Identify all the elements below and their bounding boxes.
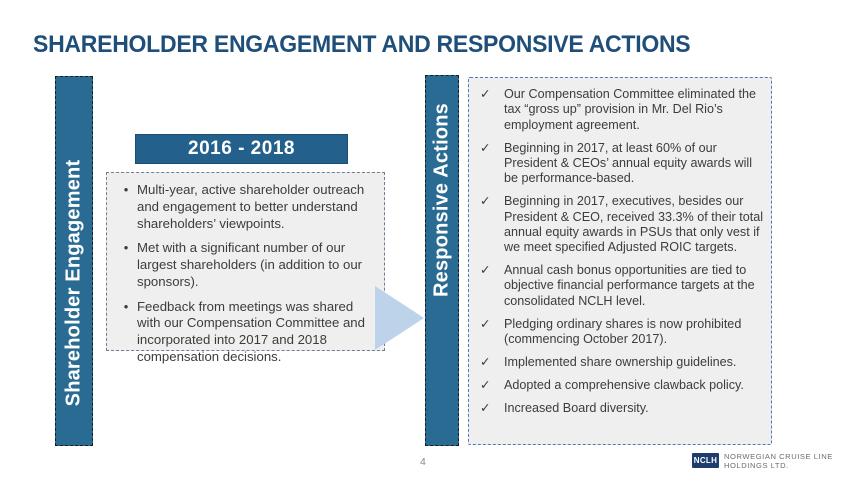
arrow-right-icon — [375, 286, 424, 350]
check-icon: ✓ — [480, 263, 491, 278]
bullet-icon: • — [123, 240, 129, 256]
list-item — [478, 355, 765, 370]
nclh-logo-icon: NCLH — [692, 453, 719, 468]
check-text: Adopted a comprehensive clawback policy. — [504, 377, 744, 392]
responsive-actions-bar-label: Responsive Actions — [430, 102, 453, 298]
shareholder-engagement-bar — [55, 76, 93, 446]
company-name — [724, 452, 833, 471]
list-item — [478, 263, 765, 309]
check-text: Increased Board diversity. — [504, 400, 649, 415]
company-logo — [692, 452, 833, 471]
shareholder-engagement-bar-label: Shareholder Engagement — [62, 159, 85, 407]
page-number: 4 — [420, 456, 426, 468]
check-text: Our Compensation Committee eliminated the tax “gross up” provision in Mr. Del Rio’s employment agreement. — [504, 87, 756, 132]
bullet-text: Feedback from meetings was shared with our Compensation Committee and incorporated into 2017 and 2018 compensation decisions. — [137, 298, 365, 364]
period-header-label: 2016 - 2018 — [188, 138, 295, 159]
slide-title: SHAREHOLDER ENGAGEMENT AND RESPONSIVE ACTIONS — [33, 31, 691, 58]
check-text: Beginning in 2017, at least 60% of our President & CEOs’ annual equity awards will be performance-based. — [504, 140, 753, 186]
check-icon: ✓ — [480, 140, 491, 155]
list-item — [115, 182, 376, 232]
bullet-text: Met with a significant number of our largest shareholders (in addition to our sponsors). — [137, 240, 363, 289]
check-icon: ✓ — [480, 354, 491, 369]
list-item — [478, 401, 765, 416]
bullet-text: Multi-year, active shareholder outreach and engagement to better understand shareholders’ viewpoints. — [137, 182, 365, 231]
bullet-icon: • — [123, 182, 129, 197]
company-name-line1: NORWEGIAN CRUISE LINE — [724, 452, 833, 461]
responsive-actions-box — [468, 77, 772, 445]
list-item — [478, 141, 765, 187]
check-text: Implemented share ownership guidelines. — [504, 354, 737, 369]
check-icon: ✓ — [480, 400, 491, 415]
list-item — [478, 317, 765, 348]
responsive-actions-bar — [425, 75, 459, 446]
check-text: Pledging ordinary shares is now prohibited (commencing October 2017). — [504, 316, 742, 347]
check-icon: ✓ — [480, 316, 491, 331]
check-icon: ✓ — [480, 87, 491, 101]
list-item — [478, 87, 765, 133]
bullet-icon: • — [123, 298, 129, 314]
list-item — [478, 194, 765, 255]
list-item — [115, 240, 376, 290]
check-text: Beginning in 2017, executives, besides our President & CEO, received 33.3% of their total annual equity awards in PSUs that only vest if we meet specified Adjusted ROIC targets. — [504, 194, 764, 255]
list-item — [115, 299, 376, 366]
check-text: Annual cash bonus opportunities are tied to objective financial performance targets at the consolidated NCLH level. — [504, 263, 755, 308]
check-icon: ✓ — [480, 194, 491, 209]
check-icon: ✓ — [480, 377, 491, 392]
list-item — [478, 378, 765, 393]
period-header — [135, 134, 348, 164]
shareholder-engagement-box — [106, 172, 385, 364]
company-name-line2: HOLDINGS LTD. — [724, 461, 789, 471]
